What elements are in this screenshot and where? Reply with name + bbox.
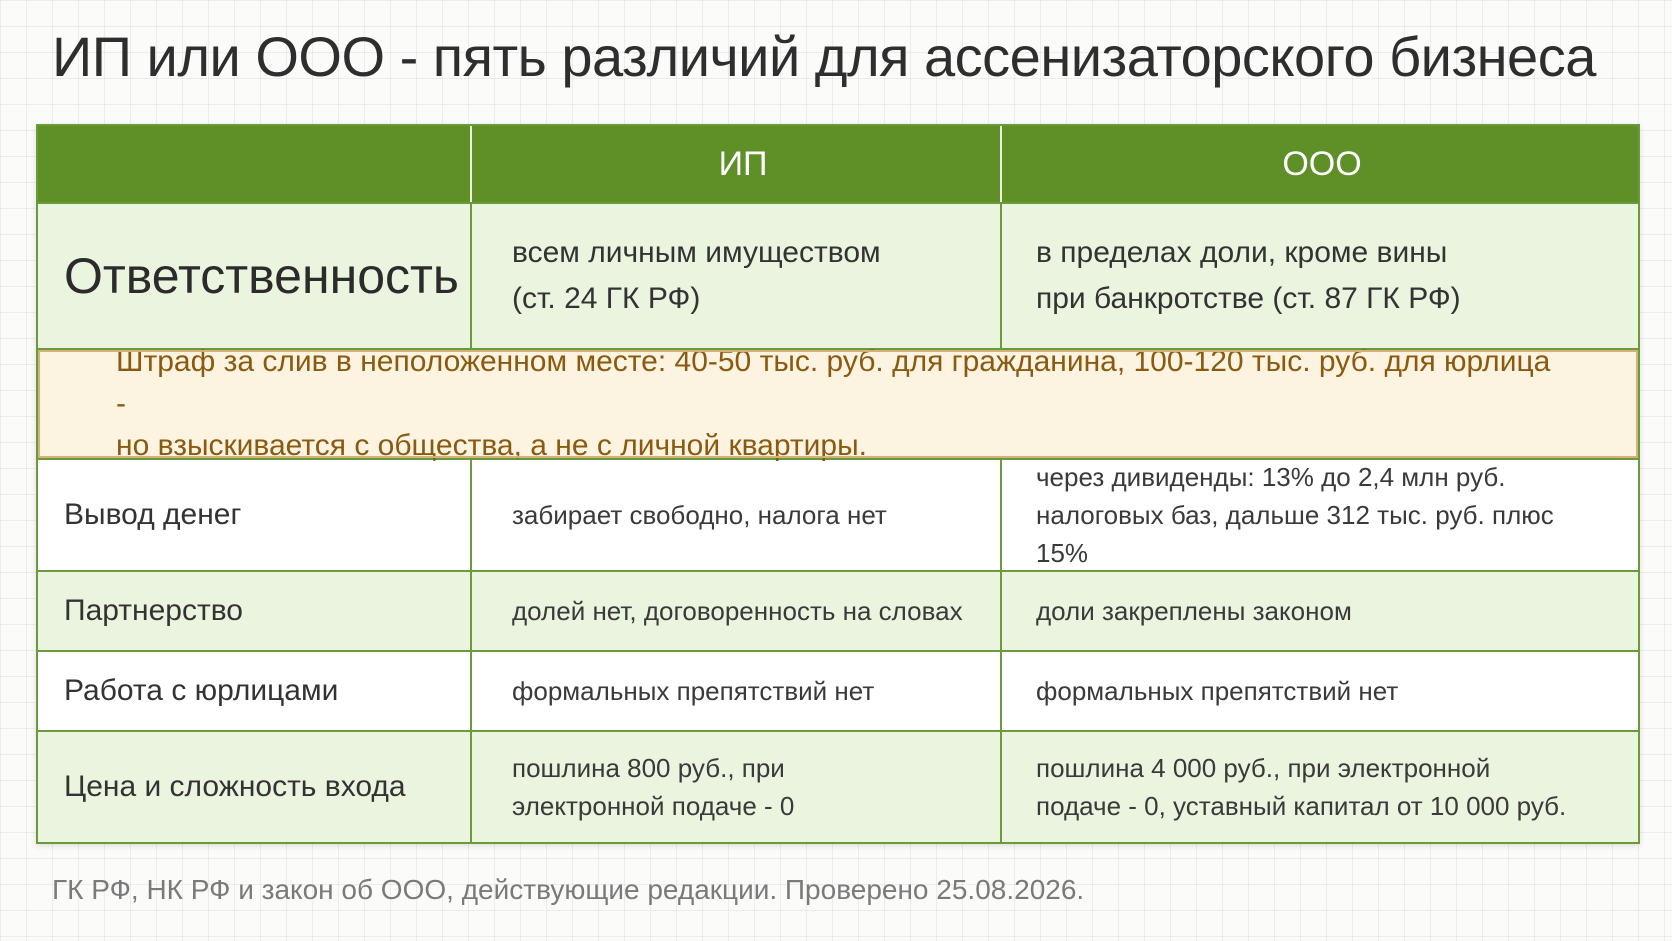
table-header-row: [38, 126, 1638, 202]
row-label-legal-entities: Работа с юрлицами: [64, 674, 339, 707]
fine-note-text: Штраф за слив в неположенном месте: 40-50 тыс. руб. для гражданина, 100-120 тыс. руб. для юрлица - но взыскивается с общества, а не с личной квартиры.: [116, 345, 1551, 462]
cell-ooo-liability: в пределах доли, кроме вины при банкротстве (ст. 87 ГК РФ): [1000, 204, 1634, 348]
header-cell-ip: ИП: [470, 126, 1000, 202]
comparison-table: [36, 124, 1640, 844]
cell-ooo-partnership: доли закреплены законом: [1000, 572, 1634, 650]
cell-ooo-money-withdrawal: через дивиденды: 13% до 2,4 млн руб. налоговых баз, дальше 312 тыс. руб. плюс 15%: [1000, 460, 1634, 570]
table-row-entry-cost: [38, 730, 1638, 842]
table-row-legal-entities: [38, 650, 1638, 730]
fine-note: [38, 345, 1638, 462]
cell-ooo-entry-cost: пошлина 4 000 руб., при электронной подаче - 0, уставный капитал от 10 000 руб.: [1000, 732, 1634, 842]
cell-ip-legal-entities: формальных препятствий нет: [470, 652, 1000, 730]
row-label-liability: Ответственность: [64, 248, 459, 304]
table-row-partnership: [38, 570, 1638, 650]
cell-ip-money-withdrawal: забирает свободно, налога нет: [470, 460, 1000, 570]
cell-ooo-legal-entities: формальных препятствий нет: [1000, 652, 1634, 730]
row-label-partnership: Партнерство: [64, 594, 243, 627]
header-cell-ooo: ООО: [1000, 126, 1634, 202]
source-footnote: ГК РФ, НК РФ и закон об ООО, действующие редакции. Проверено 25.08.2026.: [52, 874, 1085, 905]
cell-ip-entry-cost: пошлина 800 руб., при электронной подаче - 0: [470, 732, 1000, 842]
page-title: ИП или ООО - пять различий для ассенизаторского бизнеса: [52, 25, 1596, 88]
table-row-money-withdrawal: [38, 458, 1638, 570]
cell-ip-liability: всем личным имуществом (ст. 24 ГК РФ): [470, 204, 1000, 348]
table-row-liability: [38, 202, 1638, 348]
row-label-money-withdrawal: Вывод денег: [64, 498, 242, 531]
header-cell-empty: [38, 126, 470, 202]
row-label-entry-cost: Цена и сложность входа: [64, 770, 406, 803]
cell-ip-partnership: долей нет, договоренность на словах: [470, 572, 1000, 650]
